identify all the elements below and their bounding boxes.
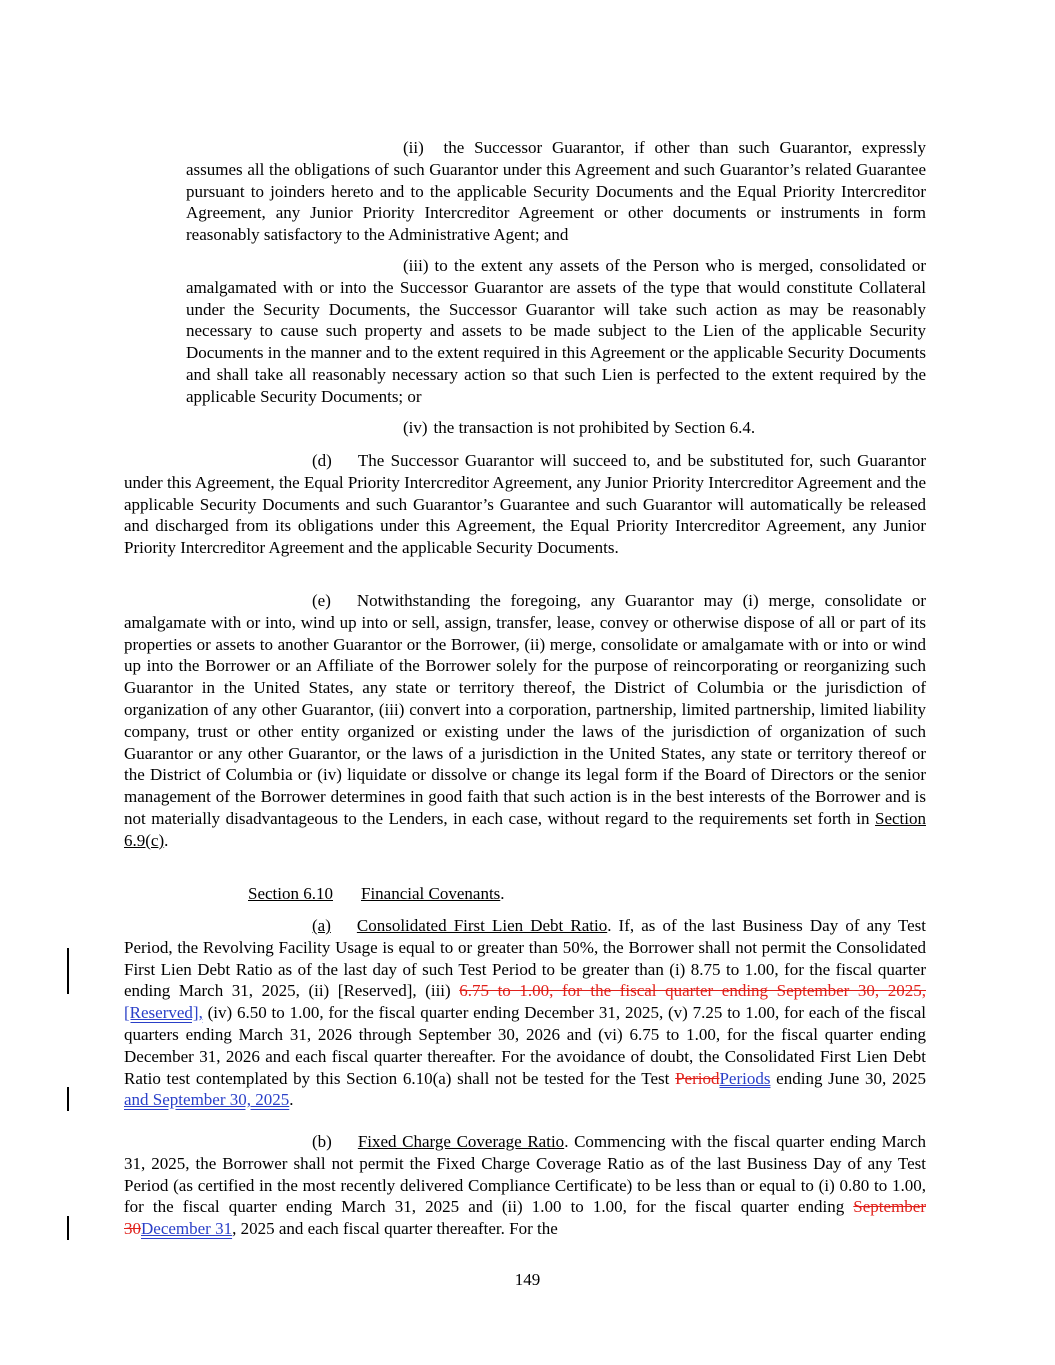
deleted-text: September 30 xyxy=(124,1197,926,1239)
paragraph-end: . xyxy=(289,1090,294,1110)
clause-label: (ii) xyxy=(403,138,424,157)
paragraph-label: (e) xyxy=(312,591,331,610)
clause-iii xyxy=(186,255,926,408)
inserted-text: [Reserved], xyxy=(124,1003,203,1023)
paragraph-text: . Commencing with the fiscal quarter ending March 31, 2025, the Borrower shall not permit the Fixed Charge Coverage Ratio as of the last Business Day of any Test Period (as certified in the most recently delivered Compliance Certificate) to be less than or equal to (i) 0.80 to 1.00, for the fiscal quarter ending March 31, 2025 and (ii) 1.00 to 1.00, for the fiscal quarter ending xyxy=(124,1132,926,1217)
clause-text: to the extent any assets of the Person who is merged, consolidated or amalgamated with or into the Successor Guarantor are assets of the type that would constitute Collateral under the Security Documents, the Successor Guarantor will take such action as may be reasonably necessary to cause such property and assets to be made subject to the Lien of the applicable Security Documents in the manner and to the extent required in this Agreement or the applicable Security Documents and shall take all reasonably necessary action so that such Lien is perfected to the extent required by the applicable Security Documents; or xyxy=(186,256,926,406)
covenant-title: Consolidated First Lien Debt Ratio xyxy=(356,916,608,935)
clause-iv xyxy=(186,417,926,439)
paragraph-e xyxy=(124,590,926,852)
section-reference-link[interactable]: Section 6.9(c) xyxy=(124,808,926,850)
paragraph-text: . If, as of the last Business Day of any Test Period, the Revolving Facility Usage is equal to or greater than 50%, the Borrower shall not permit the Consolidated First Lien Debt Ratio as of the last day of such Test Period to be greater than (i) 8.75 to 1.00, for the fiscal quarter ending March 31, 2025, (ii) [Reserved], (iii) xyxy=(124,916,926,1001)
paragraph-a xyxy=(124,915,926,1111)
paragraph-text: , 2025 and each fiscal quarter thereafter. For the xyxy=(232,1219,558,1239)
paragraph-text: (iv) 6.50 to 1.00, for the fiscal quarter ending December 31, 2025, (v) 7.25 to 1.00, for each of the fiscal quarters ending March 31, 2026 through September 30, 2026 and (vi) 6.75 to 1.00, for the fiscal quarter ending December 31, 2026 and each fiscal quarter thereafter. For the avoidance of doubt, the Consolidated First Lien Debt Ratio test contemplated by this Section 6.10(a) shall not be tested for the Test xyxy=(124,1003,926,1088)
paragraph-label: (d) xyxy=(312,451,332,470)
paragraph-b xyxy=(124,1131,926,1240)
section-heading xyxy=(248,883,948,905)
change-bar xyxy=(67,948,69,994)
section-end: . xyxy=(500,884,505,903)
inserted-text: and September 30, 2025 xyxy=(124,1090,290,1110)
paragraph-d xyxy=(124,450,926,559)
covenant-title: Fixed Charge Coverage Ratio xyxy=(357,1132,565,1151)
paragraph-label: (b) xyxy=(312,1132,332,1151)
paragraph-text: Notwithstanding the foregoing, any Guarantor may (i) merge, consolidate or amalgamate with or into, wind up into or sell, assign, transfer, lease, convey or otherwise dispose of all or part of its properties or assets to another Guarantor or the Borrower, (ii) merge, consolidate or amalgamate with or into or wind up into the Borrower or an Affiliate of the Borrower solely for the purpose of reincorporating or reorganizing such Guarantor in the United States, any state or territory thereof, the District of Columbia or the jurisdiction of organization of any other Guarantor, (iii) convert into a corporation, partnership, limited partnership, limited liability company, trust or other entity organized or existing under the laws of the jurisdiction of organization of such Guarantor or any other Guarantor, or the laws of a jurisdiction in the United States, any state or territory thereof or the District of Columbia or (iv) liquidate or dissolve or change its legal form if the Board of Directors or the senior management of the Borrower determines in good faith that such action is in the best interests of the Borrower and is not materially disadvantageous to the Lenders, in each case, without regard to the requirements set forth in xyxy=(124,591,926,828)
section-title: Financial Covenants xyxy=(361,884,501,903)
inserted-text: December 31 xyxy=(141,1219,233,1239)
deleted-text: 6.75 to 1.00, for the fiscal quarter ending September 30, 2025, xyxy=(459,981,926,1001)
change-bar xyxy=(67,1216,69,1240)
clause-ii xyxy=(186,137,926,246)
change-bar xyxy=(67,1087,69,1111)
clause-label: (iv) xyxy=(403,418,428,437)
section-number: Section 6.10 xyxy=(248,884,333,903)
paragraph-end: . xyxy=(164,830,169,850)
page-number: 149 xyxy=(514,1270,541,1289)
paragraph-text: The Successor Guarantor will succeed to, and be substituted for, such Guarantor under this Agreement, the Equal Priority Intercreditor Agreement, any Junior Priority Intercreditor Agreement and the applicable Security Documents and such Guarantor’s Guarantee and such Guarantor will automatically be released and discharged from its obligations under this Agreement, the Equal Priority Intercreditor Agreement, any Junior Priority Intercreditor Agreement and the applicable Security Documents. xyxy=(124,451,926,558)
clause-label: (iii) xyxy=(403,256,429,275)
clause-text: the transaction is not prohibited by Section 6.4. xyxy=(433,418,756,437)
deleted-text: Period xyxy=(675,1068,720,1088)
paragraph-text: ending June 30, 2025 xyxy=(770,1068,927,1088)
inserted-text: Periods xyxy=(719,1068,771,1088)
clause-text: the Successor Guarantor, if other than such Guarantor, expressly assumes all the obligations of such Guarantor under this Agreement and such Guarantor’s related Guarantee pursuant to joinders hereto and to the applicable Security Documents and the Equal Priority Intercreditor Agreement, any Junior Priority Intercreditor Agreement or other documents or instruments in form reasonably satisfactory to the Administrative Agent; and xyxy=(186,138,927,245)
paragraph-label: (a) xyxy=(312,916,331,935)
